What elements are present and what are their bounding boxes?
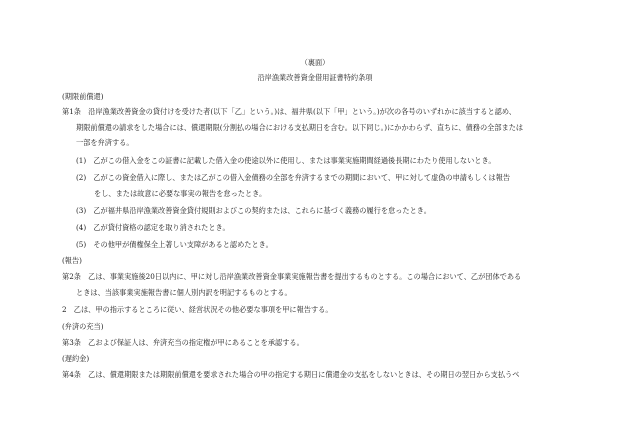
article-1-item-5: (5) その他甲が債権保全上著しい支障があると認めたとき。 [76, 240, 273, 249]
section-label-report: (報告) [62, 256, 82, 265]
article-1-item-1: (1) 乙がこの借入金をこの証書に記載した借入金の使途以外に使用し、または事業実施期間経過後長期にわたり使用しないとき。 [76, 156, 496, 165]
article-1-item-2-continued: をし、または故意に必要な事実の報告を怠ったとき。 [94, 189, 267, 198]
article-1-item-2: (2) 乙がこの資金借入に際し、または乙がこの借入金債務の全部を弁済するまでの期間において、甲に対して虚偽の申請もしくは報告 [76, 173, 511, 182]
article-2-line-2: ときは、当該事業実施報告書に個人別内訳を明記するものとする。 [76, 288, 292, 297]
article-2-line-1: 第2条 乙は、事業実施後20日以内に、甲に対し沿岸漁業改善資金事業実施報告書を提出するものとする。この場合において、乙が団体である [62, 272, 522, 281]
article-1-item-4: (4) 乙が貸付資格の認定を取り消されたとき。 [76, 223, 230, 232]
article-4-line-1: 第4条 乙は、償還期限または期限前償還を要求された場合の甲の指定する期日に償還金の支払をしないときは、その期日の翌日から支払うべ [62, 370, 520, 379]
section-label-late-charge: (遅約金) [62, 354, 90, 363]
article-1-line-3: 一部を弁済する。 [76, 138, 134, 147]
section-label-appropriation: (弁済の充当) [62, 322, 104, 331]
section-label-early-repayment: (期限前償還) [62, 92, 104, 101]
page-heading: （裏面） [300, 58, 330, 67]
article-3-line-1: 第3条 乙および保証人は、弁済充当の指定権が甲にあることを承認する。 [62, 338, 304, 347]
document-title: 沿岸漁業改善資金借用証書特約条項 [257, 73, 373, 82]
article-1-line-1: 第1条 沿岸漁業改善資金の貸付けを受けた者(以下「乙」という。)は、福井県(以下「甲」という。)が次の各号のいずれかに該当すると認め、 [62, 107, 516, 116]
article-1-item-3: (3) 乙が福井県沿岸漁業改善資金貸付規則およびこの契約または、これらに基づく義務の履行を怠ったとき。 [76, 206, 431, 215]
article-1-line-2: 期限前償還の請求をした場合には、償還期限(分割払の場合における支払期日を含む。以下同じ。)にかかわらず、直ちに、債務の全部または [76, 123, 524, 132]
article-2-paragraph-2: 2 乙は、甲の指示するところに従い、経営状況その他必要な事項を甲に報告する。 [62, 305, 333, 314]
